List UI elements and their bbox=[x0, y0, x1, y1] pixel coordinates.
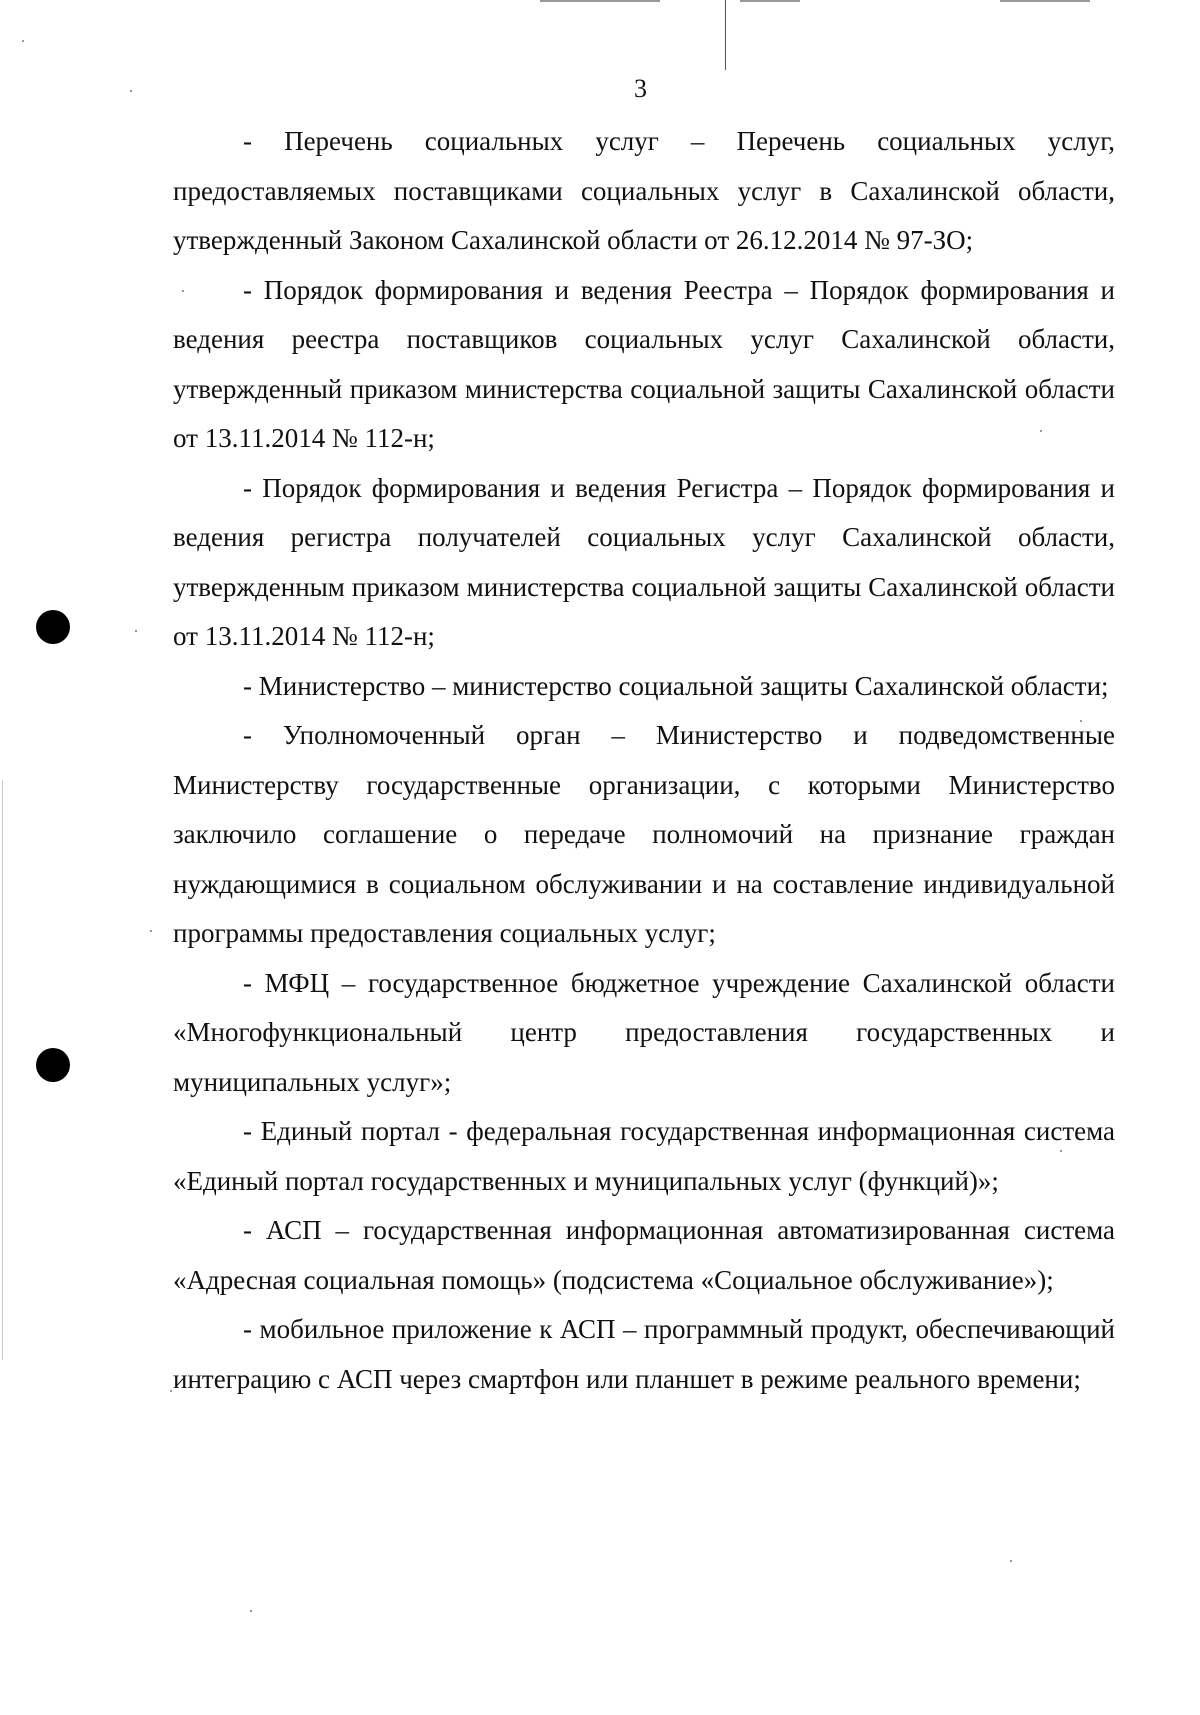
scan-speck bbox=[250, 1610, 252, 1612]
scan-mark-top-dash bbox=[740, 0, 800, 2]
scan-speck bbox=[170, 1390, 172, 1392]
punch-hole bbox=[36, 610, 70, 644]
punch-hole bbox=[36, 1048, 70, 1082]
definition-paragraph: - МФЦ – государственное бюджетное учреждение Сахалинской области «Многофункциональный центр предоставления государственных и муниципальных услуг»; bbox=[173, 967, 1115, 1097]
definition-paragraph: - Перечень социальных услуг – Перечень социальных услуг, предоставляемых поставщиками социальных услуг в Сахалинской области, утвержденный Законом Сахалинской области от 26.12.2014 № 97-ЗО; bbox=[173, 126, 1115, 255]
scan-speck bbox=[150, 930, 152, 932]
scan-mark-top-dash bbox=[540, 0, 660, 2]
definition-paragraph: - Министерство – министерство социальной защиты Сахалинской области; bbox=[243, 670, 1109, 701]
scan-speck bbox=[135, 630, 137, 632]
definition-paragraph: - Порядок формирования и ведения Регистра – Порядок формирования и ведения регистра получателей социальных услуг Сахалинской области, утвержденным приказом министерства социальной защиты Сахалинской области от 13.11.2014 № 112-н; bbox=[173, 472, 1115, 651]
document-body bbox=[173, 117, 1115, 1404]
scan-speck bbox=[130, 90, 132, 92]
definition-paragraph: - мобильное приложение к АСП – программный продукт, обеспечивающий интеграцию с АСП через смартфон или планшет в режиме реального времени; bbox=[173, 1314, 1115, 1394]
page-number: 3 bbox=[634, 74, 647, 103]
definition-paragraph: - Порядок формирования и ведения Реестра – Порядок формирования и ведения реестра поставщиков социальных услуг Сахалинской области, утвержденный приказом министерства социальной защиты Сахалинской области от 13.11.2014 № 112-н; bbox=[173, 274, 1115, 453]
definition-paragraph: - АСП – государственная информационная автоматизированная система «Адресная социальная помощь» (подсистема «Социальное обслуживание»); bbox=[173, 1215, 1115, 1295]
scan-mark-top-dash bbox=[1000, 0, 1090, 2]
scan-speck bbox=[22, 40, 24, 42]
scan-speck bbox=[1010, 1560, 1012, 1562]
scan-mark-vertical bbox=[725, 0, 726, 70]
definition-paragraph: - Уполномоченный орган – Министерство и подведомственные Министерству государственные организации, с которыми Министерство заключило соглашение о передаче полномочий на признание граждан нуждающимися в социальном обслуживании и на составление индивидуальной программы предоставления социальных услуг; bbox=[173, 720, 1115, 948]
definition-paragraph: - Единый портал - федеральная государственная информационная система «Единый портал государственных и муниципальных услуг (функций)»; bbox=[173, 1116, 1115, 1196]
scan-mark-left-edge bbox=[2, 780, 3, 1360]
